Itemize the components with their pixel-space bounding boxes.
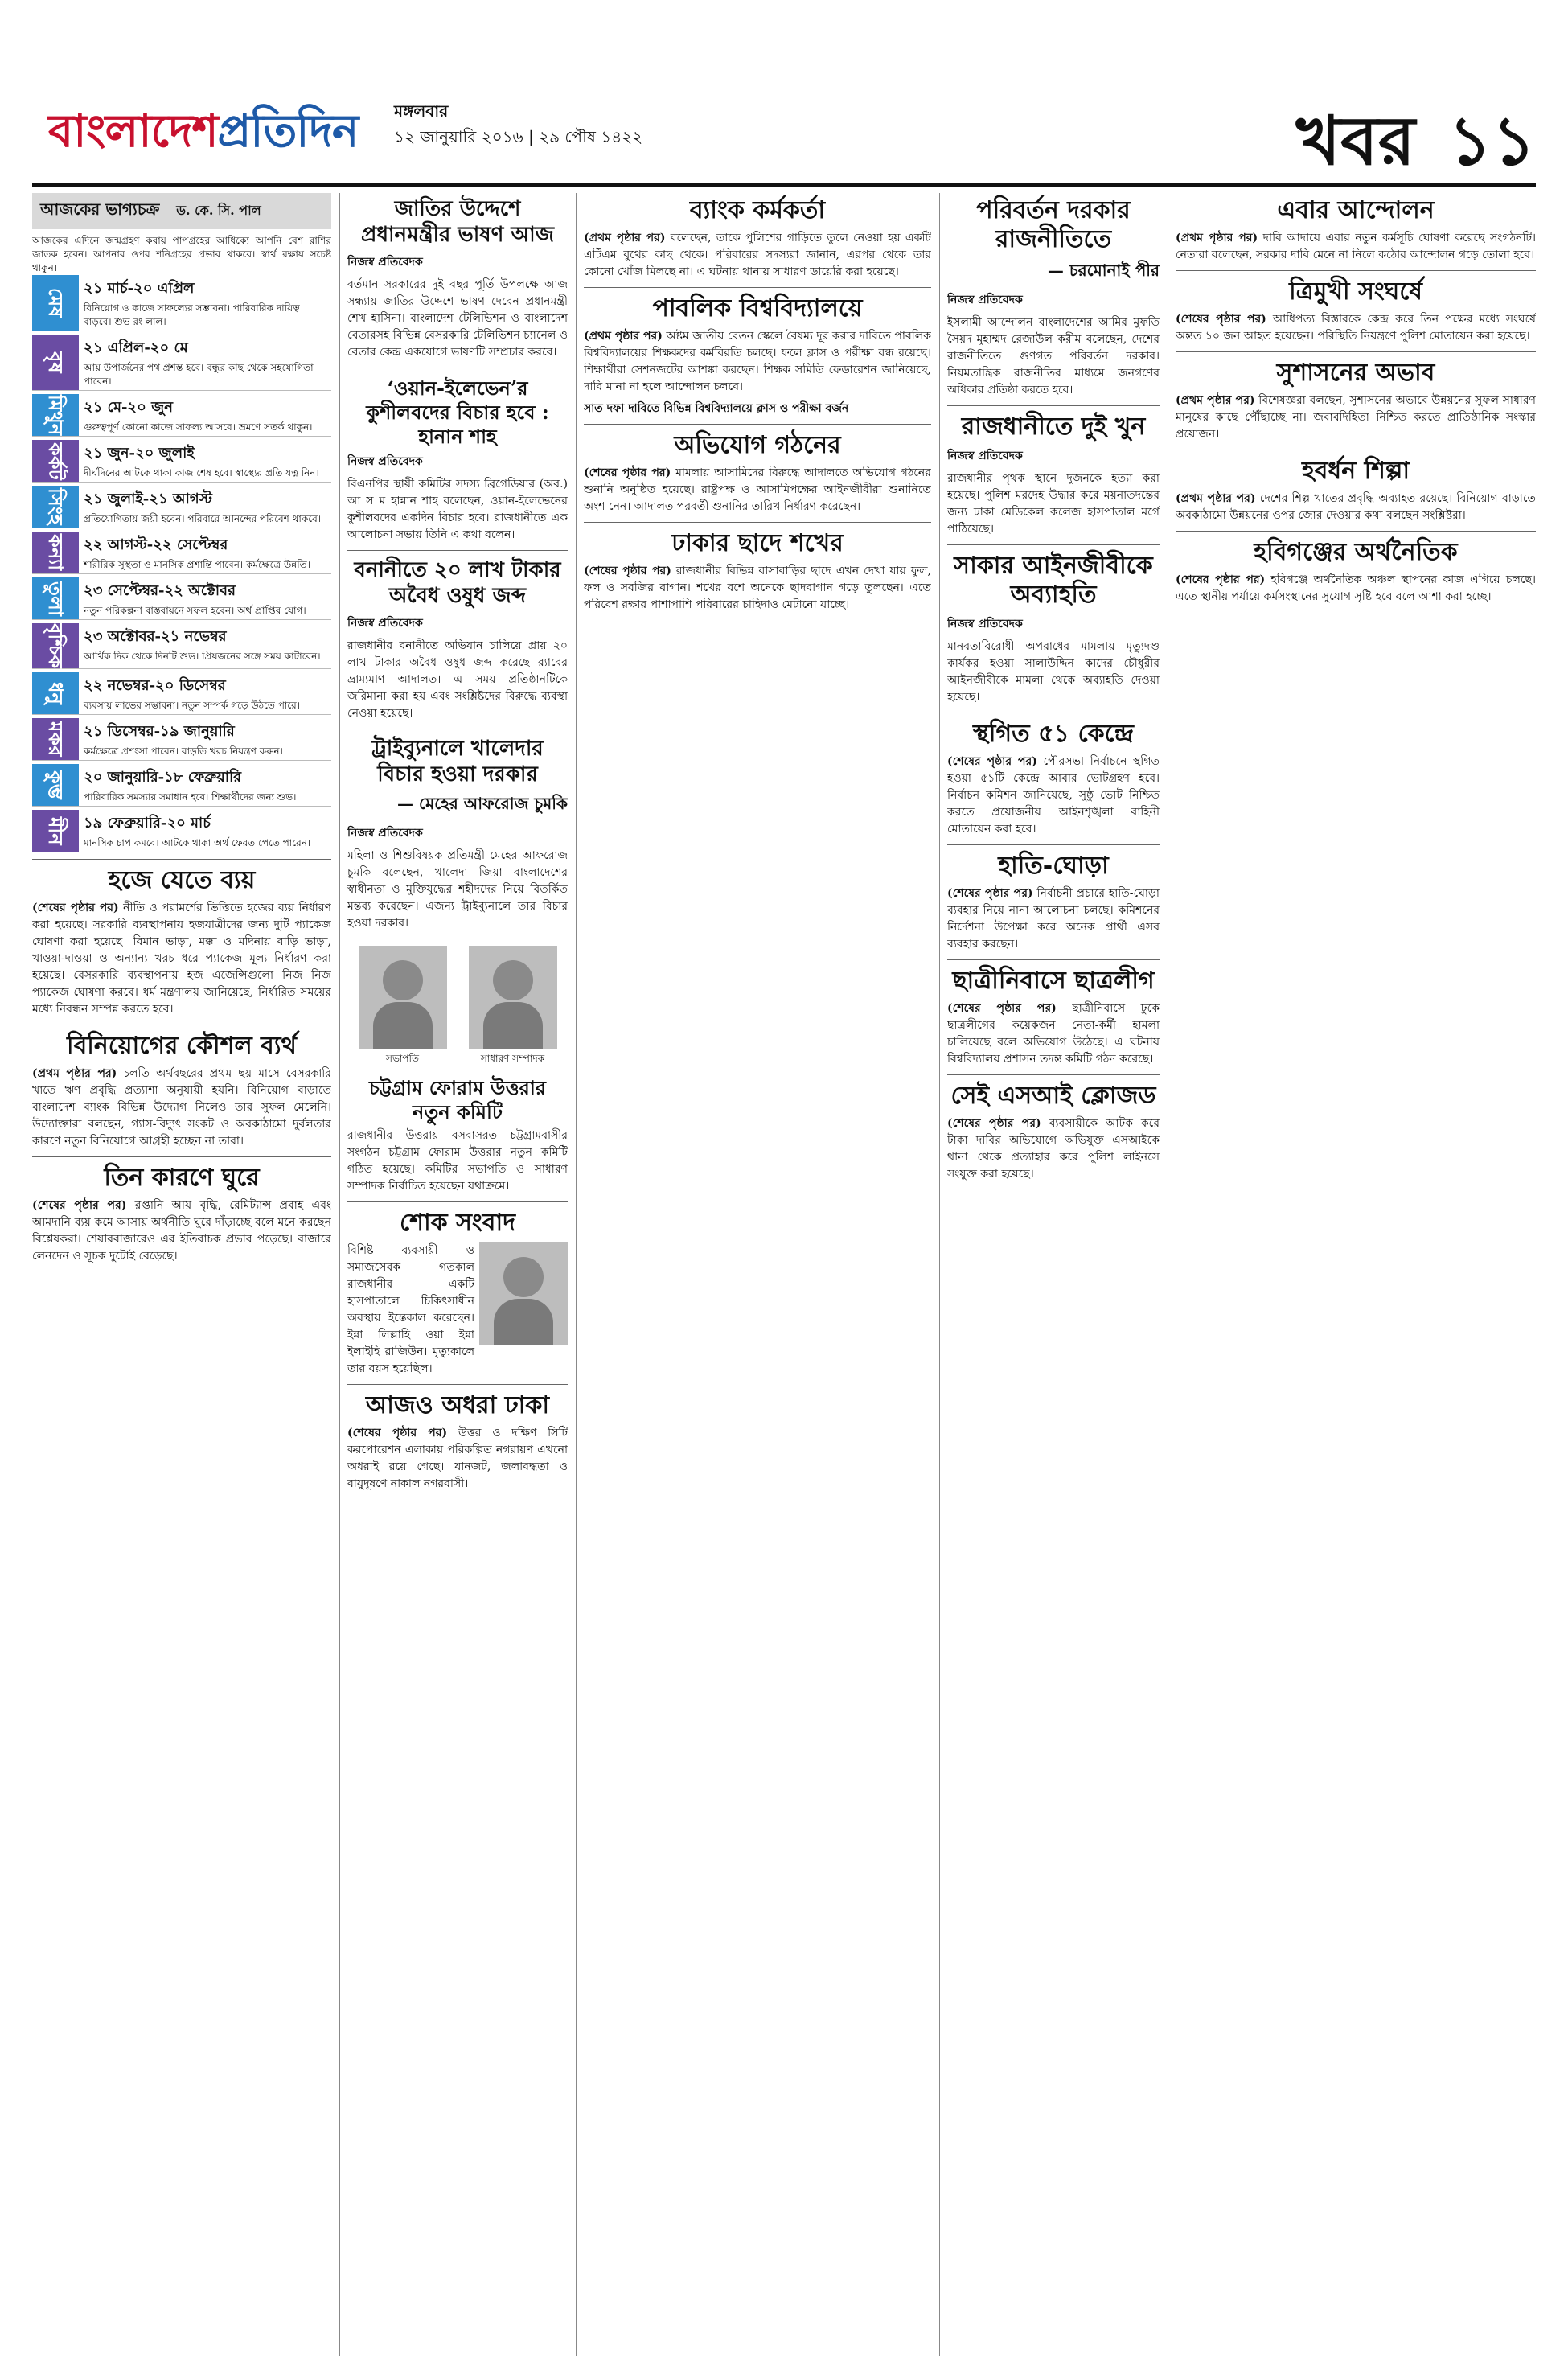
- column-divider: [939, 193, 940, 2356]
- zodiac-sign-name: বৃশ্চিক: [32, 623, 79, 668]
- caption-president: সভাপতি: [386, 1053, 419, 1064]
- forum-photos: [347, 946, 568, 1068]
- zodiac-forecast: মানসিক চাপ কমবে। আটকে থাকা অর্থ ফেরত পেতে পারেন।: [84, 837, 311, 849]
- issue-day: মঙ্গলবার: [394, 101, 449, 121]
- zodiac-sign-name: কন্যা: [32, 532, 79, 573]
- horoscope-item: [32, 672, 331, 715]
- article-bank: [584, 230, 931, 281]
- lead-hajj: (শেষের পৃষ্ঠার পর): [32, 902, 119, 915]
- zodiac-sign-name: মকর: [32, 718, 79, 760]
- zodiac-forecast: শারীরিক সুস্থতা ও মানসিক প্রশান্তি পাবেন। কর্মক্ষেত্রে উন্নতি।: [84, 559, 310, 570]
- caption-secretary: সাধারণ সম্পাদক: [480, 1053, 545, 1064]
- headline-triangle-clash: ত্রিমুখী সংঘর্ষে: [1289, 277, 1422, 306]
- photo-president: [359, 946, 447, 1068]
- headline-habiganj: হবিগঞ্জের অর্থনৈতিক: [1254, 538, 1458, 566]
- divider: [32, 859, 331, 860]
- column-2: [347, 193, 568, 2356]
- divider: [947, 405, 1160, 406]
- lead-triangle-clash: (শেষের পৃষ্ঠার পর): [1176, 313, 1266, 326]
- body-bank: বলেছেন, তাকে পুলিশের গাড়িতে তুলে নেওয়া হয় একটি এটিএম বুথের কাছ থেকে। পরিবারের সদস্যরা জানান, এরপর থেকে তার কোনো খোঁজ মিলছে না। এ ঘটনায় থানায় সাধারণ ডায়েরি করা হয়েছে।: [584, 232, 931, 278]
- headline-politics-change: পরিবর্তন দরকার রাজনীতিতে: [976, 196, 1131, 253]
- divider: [947, 959, 1160, 960]
- body-triangle-clash: আধিপত্য বিস্তারকে কেন্দ্র করে তিন পক্ষের মধ্যে সংঘর্ষে অন্তত ১০ জন আহত হয়েছেন। পরিস্থিতি নিয়ন্ত্রণে পুলিশ মোতায়েন করা হয়েছে।: [1176, 313, 1536, 343]
- newspaper-logo: [48, 97, 358, 172]
- article-discipline: [1176, 491, 1536, 524]
- zodiac-forecast: দীর্ঘদিনের আটকে থাকা কাজ শেষ হবে। স্বাস্থ্যের প্রতি যত্ন নিন।: [84, 467, 319, 478]
- headline-bank: ব্যাংক কর্মকর্তা: [689, 196, 826, 224]
- column-divider: [339, 193, 340, 2356]
- body-si-closed: ব্যবসায়ীকে আটক করে টাকা দাবির অভিযোগে অভিযুক্ত এসআইকে থানা থেকে প্রত্যাহার করে পুলিশ লাইনসে সংযুক্ত করা হয়েছে।: [947, 1117, 1160, 1181]
- zodiac-date-range: ২৩ অক্টোবর-২১ নভেম্বর: [84, 628, 227, 645]
- divider: [584, 287, 931, 288]
- horoscope-entry: [79, 623, 331, 668]
- zodiac-date-range: ১৯ ফেব্রুয়ারি-২০ মার্চ: [84, 815, 211, 832]
- page-number: ১১: [1447, 101, 1536, 180]
- horoscope-entry: [79, 672, 331, 714]
- headline-elephant-horse: হাতি-ঘোড়া: [998, 852, 1109, 880]
- horoscope-entry: [79, 577, 331, 619]
- article-allegation: [584, 465, 931, 515]
- horoscope-title: আজকের ভাগ্যচক্র: [40, 199, 160, 219]
- body-politics-change: ইসলামী আন্দোলন বাংলাদেশের আমির মুফতি সৈয়দ মুহাম্মদ রেজাউল করীম বলেছেন, দেশের রাজনীতিতে গুণগত পরিবর্তন দরকার। নিয়মতান্ত্রিক রাজনীতির মাধ্যমে জনগণের অধিকার প্রতিষ্ঠা করতে হবে।: [947, 316, 1160, 396]
- zodiac-sign-name: কর্কট: [32, 440, 79, 482]
- column-5: [1176, 193, 1536, 2356]
- byline-two-killed: নিজস্ব প্রতিবেদক: [947, 450, 1023, 462]
- lead-public-university: (প্রথম পৃষ্ঠার পর): [584, 330, 663, 343]
- person-photo-icon: [469, 946, 557, 1049]
- zodiac-sign-name: ধনু: [32, 672, 79, 714]
- headline-forest: বনানীতে ২০ লাখ টাকার অবৈধ ওষুধ জব্দ: [354, 558, 561, 608]
- divider: [347, 1201, 568, 1202]
- lead-bank: (প্রথম পৃষ্ঠার পর): [584, 232, 666, 244]
- brand-name-part2: প্রতিদিন: [217, 105, 359, 158]
- horoscope-item: [32, 532, 331, 574]
- headline-si-closed: সেই এসআই ক্লোজড: [950, 1082, 1156, 1110]
- deceased-photo-icon: [479, 1242, 568, 1345]
- byline-politics-change: নিজস্ব প্রতিবেদক: [947, 294, 1023, 306]
- byline-war-crimes: নিজস্ব প্রতিবেদক: [347, 455, 423, 468]
- divider: [347, 1384, 568, 1385]
- headline-tribunal: ট্রাইব্যুনালে খালেদার বিচার হওয়া দরকার: [371, 737, 544, 787]
- headline-three-reasons: তিন কারণে ঘুরে: [104, 1164, 260, 1193]
- body-dhaka-area: উত্তর ও দক্ষিণ সিটি করপোরেশন এলাকায় পরিকল্পিত নগরায়ণ এখনো অধরাই রয়ে গেছে। যানজট, জলাবদ্ধতা ও বায়ুদূষণে নাকাল নগরবাসী।: [347, 1427, 568, 1490]
- body-elephant-horse: নির্বাচনী প্রচারে হাতি-ঘোড়া ব্যবহার নিয়ে নানা আলোচনা চলছে। কমিশনের নির্দেশনা উপেক্ষা করে অনেক প্রার্থী এসব ব্যবহার করছেন।: [947, 887, 1160, 951]
- horoscope-item: [32, 335, 331, 391]
- subhead-public-university: সাত দফা দাবিতে বিভিন্ন বিশ্ববিদ্যালয়ে ক্লাস ও পরীক্ষা বর্জন: [584, 402, 849, 415]
- horoscope-entry: [79, 764, 331, 806]
- divider: [347, 550, 568, 551]
- lead-habiganj: (শেষের পৃষ্ঠার পর): [1176, 573, 1266, 586]
- column-4: [947, 193, 1160, 2356]
- zodiac-sign-name: মীন: [32, 810, 79, 852]
- byline-pm-speech: নিজস্ব প্রতিবেদক: [347, 256, 423, 269]
- body-dormitory: ছাত্রীনিবাসে ঢুকে ছাত্রলীগের কয়েকজন নেতা-কর্মী হামলা চালিয়েছে বলে অভিযোগ উঠেছে। এ ঘটনায় বিশ্ববিদ্যালয় প্রশাসন তদন্ত কমিটি গঠন করেছে।: [947, 1002, 1160, 1066]
- author-tribunal: — মেহের আফরোজ চুমকি: [397, 794, 568, 813]
- headline-good-governance: সুশাসনের অভাব: [1276, 359, 1435, 387]
- date-box: [394, 98, 642, 150]
- horoscope-entry: [79, 718, 331, 760]
- divider: [1176, 270, 1536, 271]
- lead-dormitory: (শেষের পৃষ্ঠার পর): [947, 1002, 1057, 1015]
- zodiac-forecast: নতুন পরিকল্পনা বাস্তবায়নে সফল হবেন। অর্থ প্রাপ্তির যোগ।: [84, 605, 306, 616]
- horoscope-item: [32, 440, 331, 483]
- lead-elephant-horse: (শেষের পৃষ্ঠার পর): [947, 887, 1033, 900]
- horoscope-entry: [79, 275, 331, 331]
- body-war-crimes: বিএনপির স্থায়ী কমিটির সদস্য ব্রিগেডিয়ার (অব.) আ স ম হান্নান শাহ বলেছেন, ওয়ান-ইলেভেনের কুশীলবদের একদিন বিচার হবে। রাজধানীতে এক আলোচনা সভায় তিনি এ কথা বলেন।: [347, 478, 568, 541]
- divider: [947, 1074, 1160, 1075]
- zodiac-date-range: ২১ এপ্রিল-২০ মে: [84, 339, 188, 356]
- divider: [947, 544, 1160, 545]
- lead-discipline: (প্রথম পৃষ্ঠার পর): [1176, 492, 1256, 505]
- article-dhaka-area: [347, 1425, 568, 1493]
- body-chattogram-forum: রাজধানীর উত্তরায় বসবাসরত চট্টগ্রামবাসীর সংগঠন চট্টগ্রাম ফোরাম উত্তরার নতুন কমিটি গঠিত হয়েছে। কমিটির সভাপতি ও সাধারণ সম্পাদক নির্বাচিত হয়েছেন যথাক্রমে।: [347, 1129, 568, 1193]
- headline-pm-speech: জাতির উদ্দেশে প্রধানমন্ত্রীর ভাষণ আজ: [361, 197, 554, 247]
- body-hajj: নীতি ও পরামর্শের ভিত্তিতে হজের ব্যয় নির্ধারণ করা হয়েছে। সরকারি ব্যবস্থাপনায় হজযাত্রীদের জন্য দুটি প্যাকেজ ঘোষণা করা হয়েছে। বিমান ভাড়া, মক্কা ও মদিনায় বাড়ি ভাড়া, খাওয়া-দাওয়া ও অন্যান্য খরচ ধরে প্যাকেজ মূল্য নির্ধারণ করা হয়েছে। বেসরকারি ব্যবস্থাপনায় হজ এজেন্সিগুলো নিজ নিজ প্যাকেজ ঘোষণা করবে। ধর্ম মন্ত্রণালয় জানিয়েছে, নির্ধারিত সময়ের মধ্যে নিবন্ধন সম্পন্ন করতে হবে।: [32, 902, 331, 1017]
- zodiac-sign-name: তুলা: [32, 577, 79, 619]
- zodiac-date-range: ২১ মার্চ-২০ এপ্রিল: [84, 280, 195, 297]
- article-hajj: [32, 900, 331, 1018]
- horoscope-item: [32, 810, 331, 852]
- divider: [584, 522, 931, 523]
- horoscope-item: [32, 764, 331, 807]
- headline-dormitory: ছাত্রীনিবাসে ছাত্রলীগ: [952, 967, 1155, 995]
- headline-condolence: শোক সংবাদ: [400, 1209, 515, 1237]
- horoscope-header: [32, 193, 331, 229]
- byline-lawyer: নিজস্ব প্রতিবেদক: [947, 618, 1023, 630]
- horoscope-item: [32, 623, 331, 669]
- article-investment: [32, 1066, 331, 1150]
- headline-public-university: পাবলিক বিশ্ববিদ্যালয়ে: [652, 294, 863, 322]
- divider: [1176, 351, 1536, 352]
- zodiac-date-range: ২১ মে-২০ জুন: [84, 399, 173, 416]
- body-habiganj: হবিগঞ্জে অর্থনৈতিক অঞ্চল স্থাপনের কাজ এগিয়ে চলছে। এতে স্থানীয় পর্যায়ে কর্মসংস্থানের সুযোগ সৃষ্টি হবে বলে আশা করা হচ্ছে।: [1176, 573, 1536, 603]
- body-condolence: বিশিষ্ট ব্যবসায়ী ও সমাজসেবক গতকাল রাজধানীর একটি হাসপাতালে চিকিৎসাধীন অবস্থায় ইন্তেকাল করেছেন। ইন্না লিল্লাহি ওয়া ইন্না ইলাইহি রাজিউন। মৃত্যুকালে তার বয়স হয়েছিল।: [347, 1244, 474, 1375]
- zodiac-date-range: ২১ জুন-২০ জুলাই: [84, 445, 195, 462]
- zodiac-forecast: গুরুত্বপূর্ণ কোনো কাজে সাফল্য আসবে। ভ্রমণে সতর্ক থাকুন।: [84, 421, 313, 433]
- column-3: [584, 193, 931, 2356]
- zodiac-forecast: বিনিয়োগ ও কাজে সাফল্যের সম্ভাবনা। পারিবারিক দায়িত্ব বাড়বে। শুভ রং লাল।: [84, 302, 300, 327]
- article-public-university: [584, 328, 931, 417]
- horoscope-item: [32, 577, 331, 620]
- headline-chattogram-forum: চট্টগ্রাম ফোরাম উত্তরার নতুন কমিটি: [368, 1076, 546, 1123]
- zodiac-sign-name: মিথুন: [32, 394, 79, 436]
- body-investment: চলতি অর্থবছরের প্রথম ছয় মাসে বেসরকারি খাতে ঋণ প্রবৃদ্ধি প্রত্যাশা অনুযায়ী হয়নি। বিনিয়োগ বাড়াতে বাংলাদেশ ব্যাংক বিভিন্ন উদ্যোগ নিলেও তার সুফল মেলেনি। উদ্যোক্তারা বলছেন, গ্যাস-বিদ্যুৎ সংকট ও অবকাঠামো দুর্বলতার কারণে নতুন বিনিয়োগে আগ্রহী হচ্ছেন না তারা।: [32, 1067, 331, 1148]
- zodiac-date-range: ২৩ সেপ্টেম্বর-২২ অক্টোবর: [84, 582, 236, 599]
- horoscope-item: [32, 394, 331, 437]
- horoscope-item: [32, 486, 331, 528]
- headline-dhaka-area: আজও অধরা ঢাকা: [365, 1391, 550, 1419]
- lead-si-closed: (শেষের পৃষ্ঠার পর): [947, 1117, 1041, 1130]
- zodiac-sign-name: বৃষ: [32, 335, 79, 390]
- author-politics-change: — চরমোনাই পীর: [1047, 261, 1160, 280]
- article-good-governance: [1176, 392, 1536, 443]
- divider: [584, 424, 931, 425]
- column-divider: [576, 193, 577, 2356]
- condolence-block: [347, 1242, 568, 1378]
- article-three-reasons: [32, 1197, 331, 1265]
- zodiac-date-range: ২১ ডিসেম্বর-১৯ জানুয়ারি: [84, 723, 235, 741]
- zodiac-sign-name: মেষ: [32, 275, 79, 331]
- body-lawyer: মানবতাবিরোধী অপরাধের মামলায় মৃত্যুদণ্ড কার্যকর হওয়া সালাউদ্দিন কাদের চৌধুরীর আইনজীবীকে মামলা থেকে অব্যাহতি দেওয়া হয়েছে।: [947, 640, 1160, 704]
- horoscope-item: [32, 275, 331, 331]
- article-movement: [1176, 230, 1536, 264]
- horoscope-entry: [79, 394, 331, 436]
- body-movement: দাবি আদায়ে এবার নতুন কর্মসূচি ঘোষণা করেছে সংগঠনটি। নেতারা বলেছেন, সরকার দাবি মেনে না নিলে কঠোর আন্দোলন গড়ে তোলা হবে।: [1176, 232, 1536, 261]
- headline-postponed: স্থগিত ৫১ কেন্দ্রে: [973, 720, 1134, 748]
- zodiac-forecast: আর্থিক দিক থেকে দিনটি শুভ। প্রিয়জনের সঙ্গে সময় কাটাবেন।: [84, 651, 321, 662]
- photo-secretary: [469, 946, 557, 1068]
- zodiac-forecast: পারিবারিক সমস্যার সমাধান হবে। শিক্ষার্থীদের জন্য শুভ।: [84, 791, 297, 803]
- zodiac-forecast: কর্মক্ষেত্রে প্রশংসা পাবেন। বাড়তি খরচ নিয়ন্ত্রণ করুন।: [84, 745, 283, 758]
- body-postponed: পৌরসভা নির্বাচনে স্থগিত হওয়া ৫১টি কেন্দ্রে আবার ভোটগ্রহণ হবে। নির্বাচন কমিশন জানিয়েছে, সুষ্ঠু ভোট নিশ্চিত করতে প্রয়োজনীয় আইনশৃঙ্খলা বাহিনী মোতায়েন করা হবে।: [947, 755, 1160, 836]
- lead-allegation: (শেষের পৃষ্ঠার পর): [584, 466, 671, 479]
- lead-investment: (প্রথম পৃষ্ঠার পর): [32, 1067, 117, 1081]
- zodiac-date-range: ২২ নভেম্বর-২০ ডিসেম্বর: [84, 677, 226, 695]
- byline-tribunal: নিজস্ব প্রতিবেদক: [347, 827, 423, 840]
- headline-lawyer: সাকার আইনজীবীকে অব্যাহতি: [954, 552, 1153, 609]
- article-habiganj: [1176, 572, 1536, 606]
- divider: [32, 1156, 331, 1157]
- lead-roof-garden: (শেষের পৃষ্ঠার পর): [584, 565, 671, 577]
- horoscope-entry: [79, 810, 331, 852]
- lead-good-governance: (প্রথম পৃষ্ঠার পর): [1176, 394, 1255, 407]
- headline-two-killed: রাজধানীতে দুই খুন: [961, 413, 1146, 441]
- zodiac-forecast: আয় উপার্জনের পথ প্রশস্ত হবে। বন্ধুর কাছ থেকে সহযোগিতা পাবেন।: [84, 362, 314, 387]
- body-roof-garden: রাজধানীর বিভিন্ন বাসাবাড়ির ছাদে এখন দেখা যায় ফুল, ফল ও সবজির বাগান। শখের বশে অনেকে ছাদবাগান গড়ে তুলছেন। এতে পরিবেশ রক্ষার পাশাপাশি পরিবারের চাহিদাও মেটানো যাচ্ছে।: [584, 565, 931, 611]
- body-three-reasons: রপ্তানি আয় বৃদ্ধি, রেমিট্যান্স প্রবাহ এবং আমদানি ব্যয় কমে আসায় অর্থনীতি ঘুরে দাঁড়াচ্ছে বলে মনে করছেন বিশ্লেষকরা। শেয়ারবাজারেও এর ইতিবাচক প্রভাব পড়েছে। বাজারে লেনদেন ও সূচক দুটোই বেড়েছে।: [32, 1199, 331, 1263]
- horoscope-intro: আজকের এদিনে জন্মগ্রহণ করায় পাপগ্রহের আধিক্যে আপনি বেশ রাশির জাতক হবেন। আপনার ওপর শনিগ্রহের প্রভাব থাকবে। স্বার্থ রক্ষায় সচেষ্ট থাকুন।: [32, 235, 331, 273]
- issue-date: ১২ জানুয়ারি ২০১৬ | ২৯ পৌষ ১৪২২: [394, 127, 643, 146]
- horoscope-author: ড. কে. সি. পাল: [176, 203, 261, 218]
- body-pm-speech: বর্তমান সরকারের দুই বছর পূর্তি উপলক্ষে আজ সন্ধ্যায় জাতির উদ্দেশে ভাষণ দেবেন প্রধানমন্ত্রী শেখ হাসিনা। বাংলাদেশ টেলিভিশন ও বাংলাদেশ বেতারসহ বিভিন্ন বেসরকারি টেলিভিশন চ্যানেল ও বেতার কেন্দ্র একযোগে ভাষণটি সম্প্রচার করবে।: [347, 278, 568, 359]
- divider: [1176, 531, 1536, 532]
- masthead-divider: [32, 183, 1536, 187]
- brand-name-part1: বাংলাদেশ: [48, 105, 218, 158]
- lead-dhaka-area: (শেষের পৃষ্ঠার পর): [347, 1427, 448, 1440]
- article-triangle-clash: [1176, 311, 1536, 345]
- article-postponed: [947, 754, 1160, 838]
- divider: [947, 844, 1160, 845]
- zodiac-date-range: ২০ জানুয়ারি-১৮ ফেব্রুয়ারি: [84, 769, 242, 787]
- horoscope-entry: [79, 335, 331, 390]
- article-roof-garden: [584, 563, 931, 614]
- lead-postponed: (শেষের পৃষ্ঠার পর): [947, 755, 1037, 768]
- lead-three-reasons: (শেষের পৃষ্ঠার পর): [32, 1199, 127, 1213]
- headline-investment: বিনিয়োগের কৌশল ব্যর্থ: [67, 1032, 297, 1061]
- person-photo-icon: [359, 946, 447, 1049]
- headline-war-crimes: ‘ওয়ান-ইলেভেন’র কুশীলবদের বিচার হবে : হানান শাহ: [366, 376, 549, 448]
- horoscope-entry: [79, 532, 331, 573]
- zodiac-forecast: প্রতিযোগিতায় জয়ী হবেন। পরিবারে আনন্দের পরিবেশ থাকবে।: [84, 513, 322, 524]
- horoscope-entry: [79, 486, 331, 528]
- body-forest: রাজধানীর বনানীতে অভিযান চালিয়ে প্রায় ২০ লাখ টাকার অবৈধ ওষুধ জব্দ করেছে র‌্যাবের ভ্রাম্যমাণ আদালত। এ সময় প্রতিষ্ঠানটিকে জরিমানা করা হয় এবং সংশ্লিষ্টদের বিরুদ্ধে ব্যবস্থা নেওয়া হয়েছে।: [347, 639, 568, 720]
- body-good-governance: বিশেষজ্ঞরা বলছেন, সুশাসনের অভাবে উন্নয়নের সুফল সাধারণ মানুষের কাছে পৌঁছাচ্ছে না। জবাবদিহিতা নিশ্চিত করতে প্রাতিষ্ঠানিক সংস্কার প্রয়োজন।: [1176, 394, 1536, 441]
- headline-discipline: হবর্ধন শিল্পা: [1301, 457, 1410, 485]
- body-two-killed: রাজধানীর পৃথক স্থানে দুজনকে হত্যা করা হয়েছে। পুলিশ মরদেহ উদ্ধার করে ময়নাতদন্তের জন্য ঢাকা মেডিকেল কলেজ হাসপাতাল মর্গে পাঠিয়েছে।: [947, 472, 1160, 536]
- zodiac-date-range: ২২ আগস্ট-২২ সেপ্টেম্বর: [84, 536, 228, 553]
- horoscope-item: [32, 718, 331, 761]
- masthead: [32, 88, 1536, 185]
- body-tribunal: মহিলা ও শিশুবিষয়ক প্রতিমন্ত্রী মেহের আফরোজ চুমকি বলেছেন, খালেদা জিয়া বাংলাদেশের স্বাধীনতা ও মুক্তিযুদ্ধের শহীদদের নিয়ে বিতর্কিত মন্তব্য করেছেন। এজন্য ট্রাইব্যুনালে তার বিচার হওয়া দরকার।: [347, 849, 568, 930]
- headline-roof-garden: ঢাকার ছাদে শখের: [671, 529, 844, 557]
- headline-hajj: হজে যেতে ব্যয়: [108, 866, 256, 895]
- article-dormitory: [947, 1000, 1160, 1068]
- byline-forest: নিজস্ব প্রতিবেদক: [347, 617, 423, 630]
- article-si-closed: [947, 1115, 1160, 1183]
- horoscope-list: [32, 275, 331, 852]
- zodiac-sign-name: সিংহ: [32, 486, 79, 528]
- lead-movement: (প্রথম পৃষ্ঠার পর): [1176, 232, 1258, 244]
- horoscope-entry: [79, 440, 331, 482]
- headline-movement: এবার আন্দোলন: [1277, 196, 1435, 224]
- body-allegation: মামলায় আসামিদের বিরুদ্ধে আদালতে অভিযোগ গঠনের শুনানি অনুষ্ঠিত হয়েছে। রাষ্ট্রপক্ষ ও আসামিপক্ষের আইনজীবীরা শুনানিতে অংশ নেন। আদালত পরবর্তী শুনানির তারিখ নির্ধারণ করেছেন।: [584, 466, 931, 513]
- zodiac-date-range: ২১ জুলাই-২১ আগস্ট: [84, 491, 213, 507]
- column-1: [32, 193, 331, 2356]
- zodiac-forecast: ব্যবসায় লাভের সম্ভাবনা। নতুন সম্পর্ক গড়ে উঠতে পারে।: [84, 700, 301, 712]
- body-discipline: দেশের শিল্প খাতের প্রবৃদ্ধি অব্যাহত রয়েছে। বিনিয়োগ বাড়াতে অবকাঠামো উন্নয়নের ওপর জোর দেওয়ার কথা বলছেন সংশ্লিষ্টরা।: [1176, 492, 1536, 522]
- headline-allegation: অভিযোগ গঠনের: [674, 431, 841, 459]
- article-elephant-horse: [947, 885, 1160, 953]
- section-title: খবর: [1295, 101, 1415, 180]
- zodiac-sign-name: কুম্ভ: [32, 764, 79, 806]
- body-public-university: অষ্টম জাতীয় বেতন স্কেলে বৈষম্য দূর করার দাবিতে পাবলিক বিশ্ববিদ্যালয়ের শিক্ষকদের কর্মবিরতি চলছে। ফলে ক্লাস ও পরীক্ষা বন্ধ রয়েছে। শিক্ষার্থীরা সেশনজটের আশঙ্কা করছেন। শিক্ষক সমিতি ফেডারেশন জানিয়েছে, দাবি মানা না হলে আন্দোলন চলবে।: [584, 330, 931, 393]
